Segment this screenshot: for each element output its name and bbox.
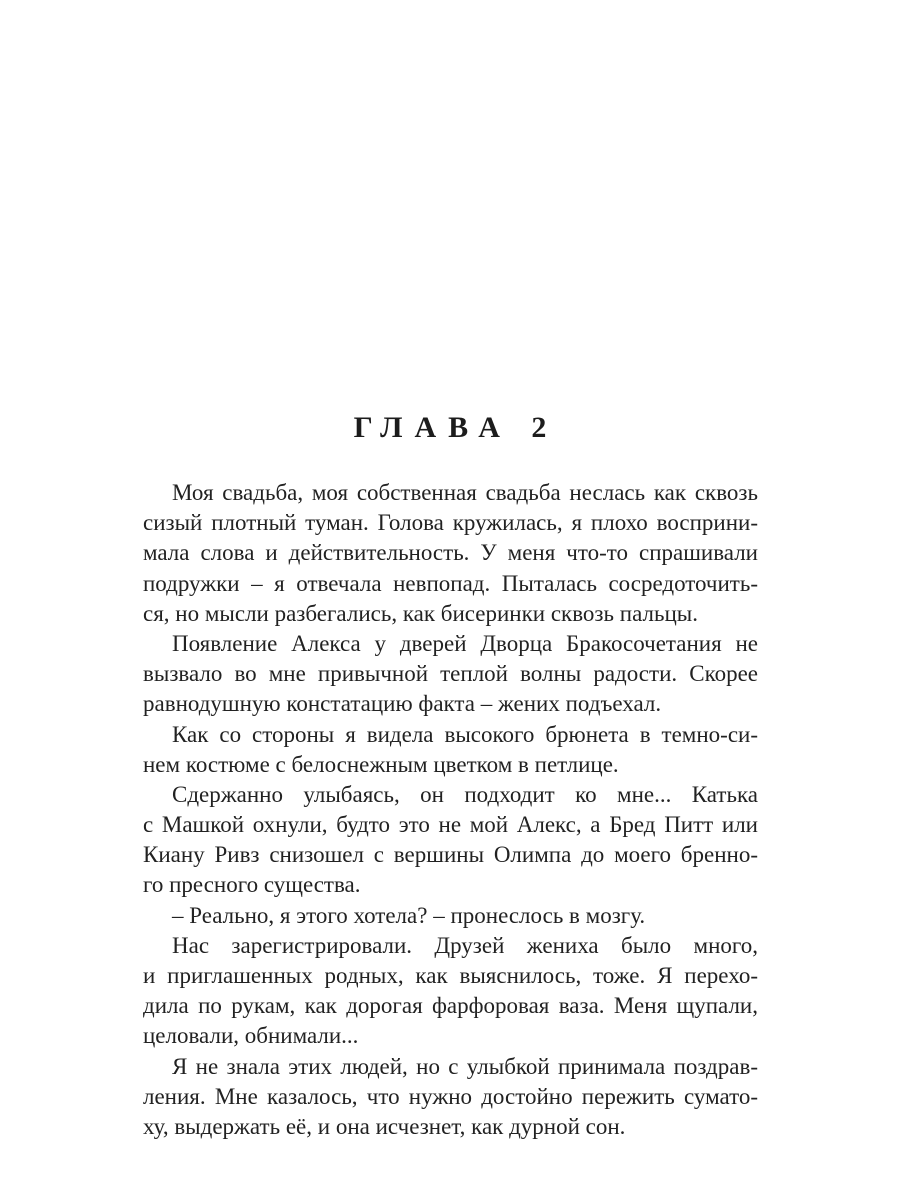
- text-line: вызвало во мне привычной теплой волны радости. Скорее: [143, 661, 758, 687]
- text-line: с Машкой охнули, будто это не мой Алекс, а Бред Питт или: [143, 812, 758, 838]
- text-line: мала слова и действительность. У меня что-то спрашивали: [143, 540, 758, 566]
- text-line: – Реально, я этого хотела? – пронеслось в мозгу.: [172, 902, 646, 928]
- text-line: нем костюме с белоснежным цветком в петлице.: [143, 751, 619, 777]
- text-line: равнодушную констатацию факта – жених подъехал.: [143, 691, 662, 717]
- text-line: Как со стороны я видела высокого брюнета в темно-си-: [172, 721, 758, 747]
- text-line: сизый плотный туман. Голова кружилась, я плохо восприни-: [143, 510, 758, 536]
- text-line: Нас зарегистрировали. Друзей жениха было много,: [172, 932, 758, 958]
- text-line: ления. Мне казалось, что нужно достойно пережить сумато-: [143, 1083, 758, 1109]
- text-line: го пресного существа.: [143, 872, 361, 898]
- text-line: подружки – я отвечала невпопад. Пыталась сосредоточить-: [143, 570, 758, 596]
- chapter-heading: ГЛАВА 2: [353, 411, 559, 444]
- text-line: Сдержанно улыбаясь, он подходит ко мне... Катька: [172, 781, 758, 807]
- chapter-body: [143, 478, 758, 1142]
- text-line: ху, выдержать её, и она исчезнет, как дурной сон.: [143, 1113, 626, 1139]
- text-line: Появление Алекса у дверей Дворца Бракосочетания не: [172, 630, 758, 656]
- text-line: и приглашенных родных, как выяснилось, тоже. Я перехо-: [143, 963, 758, 988]
- text-line: Я не знала этих людей, но с улыбкой принимала поздрав-: [172, 1053, 758, 1079]
- text-line: Киану Ривз снизошел с вершины Олимпа до моего бренно-: [143, 842, 758, 868]
- text-line: ся, но мысли разбегались, как бисеринки сквозь пальцы.: [143, 600, 698, 626]
- text-line: Моя свадьба, моя собственная свадьба неслась как сквозь: [172, 480, 758, 505]
- text-line: целовали, обнимали...: [143, 1023, 359, 1049]
- text-line: дила по рукам, как дорогая фарфоровая ваза. Меня щупали,: [143, 993, 758, 1019]
